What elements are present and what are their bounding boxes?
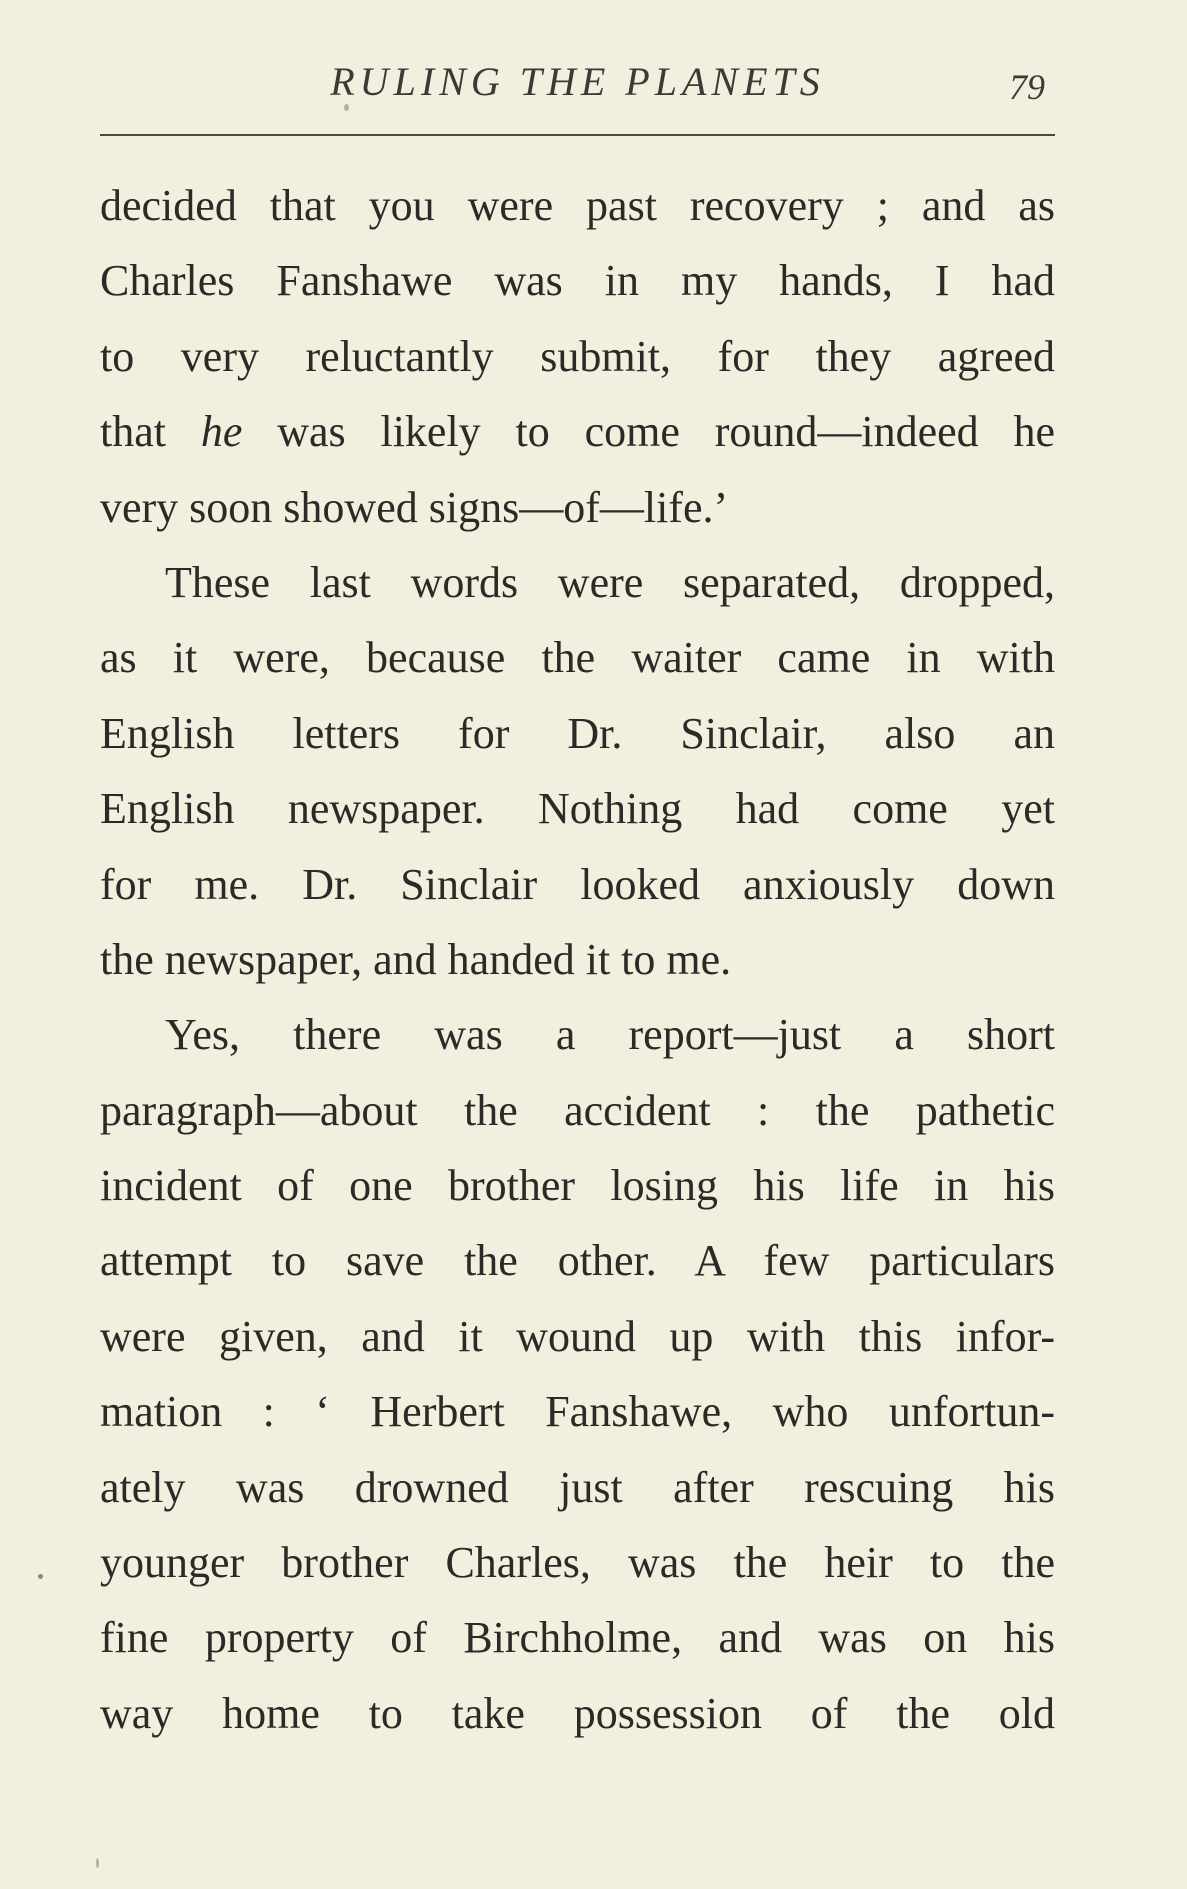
margin-mark bbox=[38, 1574, 43, 1579]
text-span: was likely to come round—indeed he bbox=[242, 407, 1055, 457]
paper-speck bbox=[96, 1858, 99, 1868]
text-line: English letters for Dr. Sinclair, also an bbox=[100, 708, 1055, 758]
page-number: 79 bbox=[1009, 67, 1045, 107]
text-line: to very reluctantly submit, for they agreed bbox=[100, 331, 1055, 381]
text-line: as it were, because the waiter came in with bbox=[100, 633, 1055, 683]
text-line: attempt to save the other. A few particulars bbox=[100, 1236, 1055, 1286]
text-span: that bbox=[100, 407, 201, 457]
text-line: for me. Dr. Sinclair looked anxiously down bbox=[100, 859, 1055, 909]
text-line: younger brother Charles, was the heir to the bbox=[100, 1538, 1055, 1588]
text-line: decided that you were past recovery ; and as bbox=[100, 181, 1055, 230]
body-text bbox=[100, 168, 1055, 1751]
text-line: were given, and it wound up with this infor- bbox=[100, 1311, 1055, 1361]
paragraph-start-line: These last words were separated, dropped, bbox=[165, 557, 1055, 607]
italic-word: he bbox=[200, 407, 243, 457]
paragraph-end-line: very soon showed signs—of—life.’ bbox=[100, 482, 729, 532]
text-line: fine property of Birchholme, and was on his bbox=[100, 1613, 1055, 1663]
paragraph-end-line: the newspaper, and handed it to me. bbox=[100, 934, 732, 984]
paper-speck bbox=[344, 104, 349, 111]
text-line: Charles Fanshawe was in my hands, I had bbox=[100, 256, 1055, 306]
text-line: ately was drowned just after rescuing his bbox=[100, 1462, 1055, 1512]
page-header bbox=[100, 52, 1055, 112]
text-line: English newspaper. Nothing had come yet bbox=[100, 784, 1055, 834]
text-line: paragraph—about the accident : the pathetic bbox=[100, 1085, 1055, 1135]
text-line bbox=[100, 394, 1055, 469]
text-line: incident of one brother losing his life in his bbox=[100, 1161, 1055, 1211]
running-title: RULING THE PLANETS bbox=[330, 59, 825, 104]
text-line: mation : ‘ Herbert Fanshawe, who unfortun- bbox=[100, 1387, 1055, 1437]
header-rule bbox=[100, 134, 1055, 136]
text-line: way home to take possession of the old bbox=[100, 1688, 1055, 1738]
paragraph-start-line: Yes, there was a report—just a short bbox=[165, 1010, 1055, 1060]
